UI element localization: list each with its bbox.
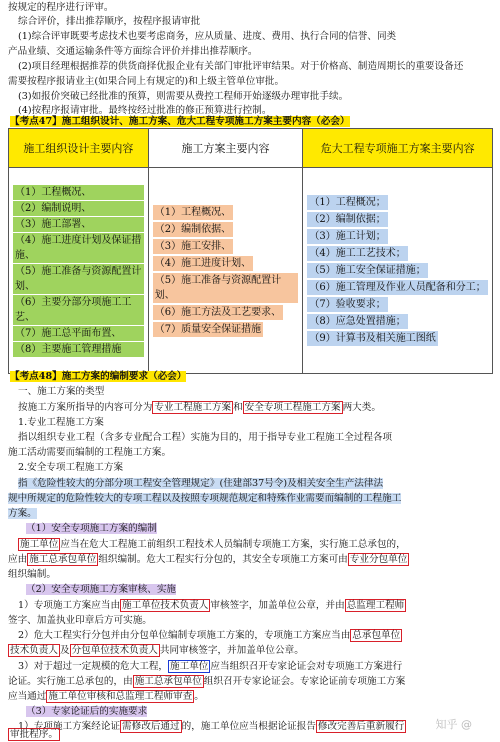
highlight-term: 修改完善后重新履行 bbox=[317, 721, 405, 732]
section-title-text: 【考点48】施工方案的编制要求（必会） bbox=[10, 371, 187, 382]
text-line bbox=[18, 628, 492, 643]
subheading bbox=[26, 704, 500, 719]
text-span: 方案。 bbox=[8, 508, 37, 519]
list-item: （3）施工部署、 bbox=[13, 217, 144, 232]
text-line: (2)项目经理根据推荐的供货商择优报企业有关部门审批评审结果。对于价格高、制造周期长的重要设备还 bbox=[18, 61, 464, 72]
text-line: (3)如报价突破已经批准的预算，则需要从费控工程师开始逐级办理审批手续。 bbox=[18, 91, 349, 102]
text-span: 应由 bbox=[8, 554, 28, 565]
list-item: （7）质量安全保证措施 bbox=[154, 323, 262, 335]
section-title-48 bbox=[10, 369, 494, 384]
highlight-term: 专业工程施工方案 bbox=[154, 402, 232, 413]
highlight-term: 总承包单位 bbox=[352, 630, 401, 641]
highlight-term: 施工总承包单位 bbox=[134, 676, 202, 687]
text-line bbox=[18, 537, 492, 552]
highlight-term: 专业分包单位 bbox=[349, 554, 408, 565]
text-line: 按规定的程序进行评审。 bbox=[8, 2, 114, 13]
text-span: 两大类。 bbox=[342, 402, 381, 413]
highlight-term: 分包单位技术负责人 bbox=[71, 645, 158, 656]
list-item: （8）应急处置措施； bbox=[309, 316, 406, 327]
highlight-term: 审批程序。 bbox=[10, 729, 58, 740]
list-item: （1）工程概况； bbox=[309, 197, 386, 208]
heading: 一、施工方案的类型 bbox=[18, 386, 105, 397]
table-cell bbox=[148, 168, 303, 374]
table-header-cell: 危大工程专项施工方案主要内容 bbox=[303, 129, 493, 168]
text-span: 1）专项施工方案经论证 bbox=[18, 721, 121, 732]
text-line bbox=[8, 674, 492, 689]
highlight-term: 施工单位审核和总监理工程师审查 bbox=[48, 691, 193, 702]
text-span: 应当通过 bbox=[8, 691, 47, 702]
text-span: 及 bbox=[59, 645, 70, 656]
text-span: 论证。实行施工总承包的，由 bbox=[8, 676, 133, 687]
text-line bbox=[18, 476, 492, 491]
table-header-cell: 施工方案主要内容 bbox=[148, 129, 303, 168]
highlight-term: 施工单位技术负责人 bbox=[122, 600, 209, 611]
text-line: (1)综合评审既要考虑技术也要考虑商务，应从质量、进度、费用、执行合同的信誉、同类 bbox=[18, 31, 397, 42]
text-span: 和 bbox=[233, 402, 243, 413]
list-item: （4）施工进度计划、 bbox=[154, 257, 252, 269]
list-item: （9）计算书及相关施工图纸 bbox=[309, 333, 436, 344]
section-title-47 bbox=[10, 114, 494, 129]
list-item: （1）工程概况、 bbox=[13, 185, 144, 200]
text-span: 应当在危大工程施工前组织工程技术人员编制专项施工方案，实行施工总承包的， bbox=[60, 539, 406, 550]
text-span: 规中所规定的危险性较大的专项工程以及按照专项规范规定和特殊作业需要而编制的工程施工 bbox=[8, 493, 402, 504]
text-span: 按施工方案所指导的内容可分为 bbox=[18, 402, 153, 413]
table-header-cell: 施工组织设计主要内容 bbox=[9, 129, 149, 168]
text-span: 的，施工单位应当根据论证报告 bbox=[181, 721, 316, 732]
list-item: （6）施工管理及作业人员配备和分工； bbox=[309, 282, 486, 293]
text-line bbox=[8, 689, 492, 704]
text-span: 指《危险性较大的分部分项工程安全管理规定》(住建部37号令)及相关安全生产法律法 bbox=[18, 478, 384, 489]
text-span: 。 bbox=[194, 691, 204, 702]
highlight-term: 施工单位 bbox=[170, 661, 209, 672]
table-header-row bbox=[9, 129, 493, 168]
text-line: 综合评价，排出推荐顺序，按程序报请审批 bbox=[18, 16, 201, 27]
text-line: 施工活动需要而编制的工程施工方案。 bbox=[8, 447, 172, 458]
text-span: 组织编制。危大工程实行分包的，其安全专项施工方案可由 bbox=[98, 554, 348, 565]
list-item: （1）工程概况、 bbox=[154, 206, 232, 218]
text-span: （2）安全专项施工方案审核、实施 bbox=[26, 584, 177, 595]
list-item: （3）施工安排、 bbox=[154, 240, 232, 252]
text-line: (4)按程序报请审批。最终按经过批准的修正预算进行控制。 bbox=[18, 105, 272, 116]
list-item: （2）编制依据； bbox=[309, 214, 386, 225]
text-span: （3）专家论证后的实施要求 bbox=[26, 706, 148, 717]
subheading bbox=[26, 521, 500, 536]
section-title-text: 【考点47】施工组织设计、施工方案、危大工程专项施工方案主要内容（必会） bbox=[10, 116, 350, 127]
list-item: （6）主要分部分项施工工艺、 bbox=[13, 295, 144, 325]
list-item: （4）施工工艺技术； bbox=[309, 248, 406, 259]
text-line bbox=[18, 598, 492, 613]
text-line bbox=[8, 506, 492, 521]
highlight-term: 总监理工程师 bbox=[346, 600, 405, 611]
text-span: 审核签字，加盖单位公章，并由 bbox=[210, 600, 345, 611]
highlight-term: 需修改后通过 bbox=[122, 721, 180, 732]
text-span: 2）危大工程实行分包并由分包单位编制专项施工方案的，专项施工方案应当由 bbox=[18, 630, 351, 641]
list-item: （2）编制依据、 bbox=[154, 223, 232, 235]
watermark: 知乎 @ bbox=[435, 718, 472, 731]
text-line bbox=[8, 727, 492, 742]
heading: 2.安全专项工程施工方案 bbox=[18, 462, 124, 473]
list-item: （3）施工计划； bbox=[309, 231, 386, 242]
text-span: 应当组织召开专家论证会对专项施工方案进行 bbox=[210, 661, 403, 672]
text-line bbox=[18, 400, 492, 415]
table-row bbox=[9, 168, 493, 374]
text-line bbox=[8, 643, 492, 658]
highlight-term: 安全专项工程施工方案 bbox=[244, 402, 341, 413]
list-item: （5）施工准备与资源配置计划、 bbox=[153, 273, 299, 303]
list-item: （4）施工进度计划及保证措施、 bbox=[13, 233, 144, 263]
table-cell bbox=[9, 168, 149, 374]
text-span: 组织召开专家论证会。专家论证前专项施工方案 bbox=[203, 676, 406, 687]
text-span: 1）专项施工方案应当由 bbox=[18, 600, 121, 611]
text-span: 3）对于超过一定规模的危大工程， bbox=[18, 661, 169, 672]
text-span: （1）安全专项施工方案的编制 bbox=[26, 523, 157, 534]
table-cell bbox=[303, 168, 493, 374]
highlight-term: 技术负责人 bbox=[10, 645, 58, 656]
text-line: 指以组织专业工程（含多专业配合工程）实施为目的，用于指导专业工程施工全过程各项 bbox=[18, 432, 393, 443]
list-item: （5）施工准备与资源配置计划、 bbox=[13, 264, 144, 294]
list-item: （7）验收要求； bbox=[309, 299, 386, 310]
text-line: 产品业绩、交通运输条件等方面综合评价并排出推荐顺序。 bbox=[8, 46, 258, 57]
list-item: （6）施工方法及工艺要求、 bbox=[154, 306, 282, 318]
text-line bbox=[8, 552, 492, 567]
text-line bbox=[8, 491, 492, 506]
text-line: 需要按程序报请业主(如果合同上有规定的)和上级主管单位审批。 bbox=[8, 76, 285, 87]
text-line bbox=[18, 659, 492, 674]
text-line: 签字、加盖执业印章后方可实施。 bbox=[8, 615, 152, 626]
subheading bbox=[26, 582, 500, 597]
list-item: （7）施工总平面布置、 bbox=[13, 326, 144, 341]
heading: 1.专业工程施工方案 bbox=[18, 417, 104, 428]
highlight-term: 施工单位 bbox=[20, 539, 59, 550]
text-line: 组织编制。 bbox=[8, 569, 56, 580]
list-item: （5）施工安全保证措施； bbox=[309, 265, 426, 276]
text-span: 共同审核签字，并加盖单位公章。 bbox=[159, 645, 304, 656]
list-item: （8）主要施工管理措施 bbox=[13, 342, 144, 357]
content-comparison-table bbox=[8, 128, 493, 374]
highlight-term: 施工总承包单位 bbox=[29, 554, 97, 565]
list-item: （2）编制说明、 bbox=[13, 201, 144, 216]
